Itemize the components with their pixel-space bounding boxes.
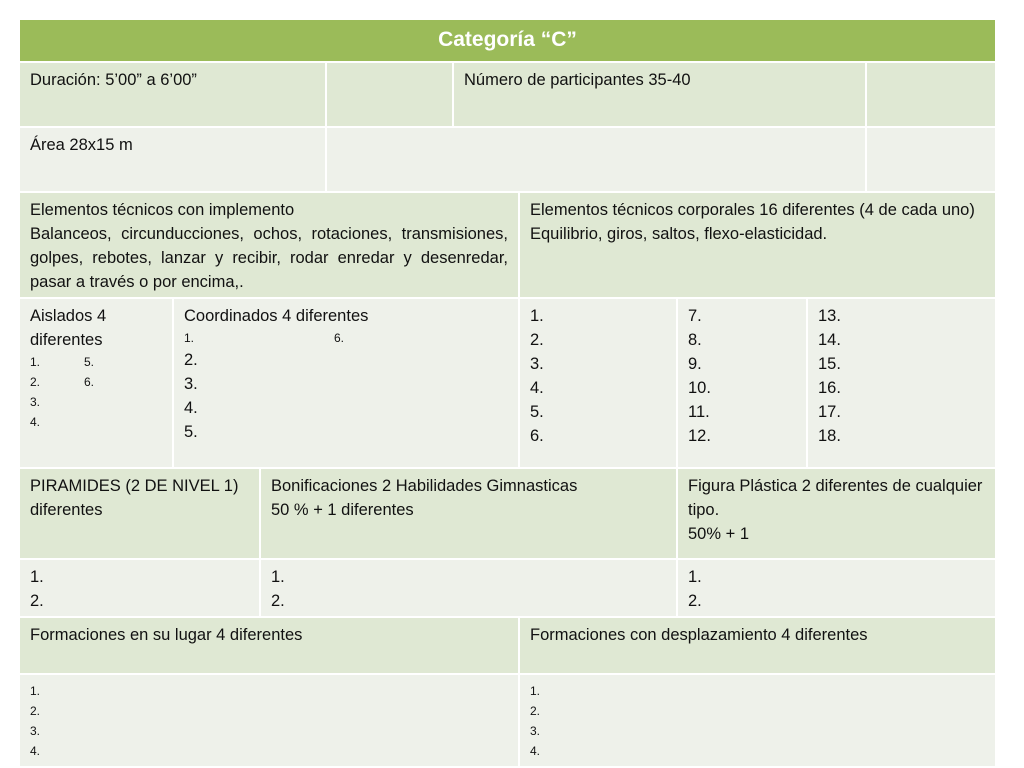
bonificaciones-subheading: 50 % + 1 diferentes xyxy=(271,501,414,519)
corporales-col1 xyxy=(520,299,678,469)
list-item: 3. xyxy=(30,395,41,409)
participantes-cell: Número de participantes 35-40 xyxy=(454,63,867,128)
formaciones-lugar-items xyxy=(20,675,520,768)
list-item: 3. xyxy=(184,375,198,393)
formaciones-desp-items xyxy=(520,675,997,768)
bonificaciones-list xyxy=(271,565,666,613)
implemento-body: Balanceos, circunducciones, ochos, rotaciones, transmisiones, golpes, rebotes, lanzar y recibir, rodar enredar y desenredar, pasar a través o por encima,. xyxy=(30,225,508,291)
list-item: 16. xyxy=(818,379,841,397)
list-item: 2. xyxy=(271,592,285,610)
list-item: 4. xyxy=(30,744,41,758)
list-item: 18. xyxy=(818,427,841,445)
piramides-heading: PIRAMIDES (2 DE NIVEL 1) xyxy=(30,477,239,495)
list-item: 14. xyxy=(818,331,841,349)
piramides-subheading: diferentes xyxy=(30,501,103,519)
list-item: 2. 6. xyxy=(30,375,95,389)
aislados-heading: Aislados 4 diferentes xyxy=(30,307,107,349)
list-item: 5. xyxy=(530,403,544,421)
list-item: 2. xyxy=(30,592,44,610)
list-item: 3. xyxy=(530,355,544,373)
list-item: 3. xyxy=(530,724,541,738)
list-item: 12. xyxy=(688,427,711,445)
coordinados-first-row xyxy=(184,328,508,348)
list-item: 6. xyxy=(530,427,544,445)
corporales-col3 xyxy=(808,299,997,469)
figura-cell xyxy=(678,469,997,560)
piramides-list xyxy=(30,565,249,613)
empty-cell xyxy=(867,63,997,128)
corporales-list-2 xyxy=(688,304,796,448)
list-item: 17. xyxy=(818,403,841,421)
list-item: 8. xyxy=(688,331,702,349)
bonificaciones-items xyxy=(261,560,678,618)
figura-subheading: 50% + 1 xyxy=(688,525,750,543)
formaciones-desp-heading: Formaciones con desplazamiento 4 diferentes xyxy=(520,618,997,675)
list-item: 2. xyxy=(30,704,41,718)
figura-heading: Figura Plástica 2 diferentes de cualquier tipo. xyxy=(688,477,983,519)
formaciones-lugar-heading: Formaciones en su lugar 4 diferentes xyxy=(20,618,520,675)
list-item: 13. xyxy=(818,307,841,325)
list-item: 5. xyxy=(184,423,198,441)
corporales-heading: Elementos técnicos corporales 16 diferentes (4 de cada uno) xyxy=(530,201,975,219)
list-item: 1. 6. xyxy=(184,331,345,345)
formaciones-lugar-list xyxy=(30,681,508,761)
list-item: 2. xyxy=(530,704,541,718)
list-item: 1. xyxy=(271,568,285,586)
list-item: 4. xyxy=(530,744,541,758)
piramides-items xyxy=(20,560,261,618)
list-item: 2. xyxy=(530,331,544,349)
empty-cell xyxy=(327,128,867,193)
formaciones-desp-list xyxy=(530,681,985,761)
coordinados-list xyxy=(184,348,508,444)
list-item: 1. xyxy=(30,684,41,698)
list-item: 4. xyxy=(184,399,198,417)
list-item: 4. xyxy=(530,379,544,397)
corporales-col2 xyxy=(678,299,808,469)
aislados-list xyxy=(30,352,162,432)
figura-list xyxy=(688,565,985,613)
implemento-heading: Elementos técnicos con implemento xyxy=(30,201,295,219)
list-item: 1. xyxy=(688,568,702,586)
coordinados-heading: Coordinados 4 diferentes xyxy=(184,307,369,325)
list-item: 1. xyxy=(30,568,44,586)
table-title: Categoría “C” xyxy=(20,20,997,63)
list-item: 1. 5. xyxy=(30,355,95,369)
list-item: 2. xyxy=(184,351,198,369)
list-item: 1. xyxy=(530,684,541,698)
duracion-cell: Duración: 5’00” a 6’00” xyxy=(20,63,327,128)
list-item: 10. xyxy=(688,379,711,397)
list-item: 2. xyxy=(688,592,702,610)
list-item: 7. xyxy=(688,307,702,325)
corporales-body: Equilibrio, giros, saltos, flexo-elasticidad. xyxy=(530,225,828,243)
list-item: 15. xyxy=(818,355,841,373)
list-item: 4. xyxy=(30,415,41,429)
corporales-cell xyxy=(520,193,997,299)
list-item: 11. xyxy=(688,403,710,421)
piramides-cell xyxy=(20,469,261,560)
bonificaciones-cell xyxy=(261,469,678,560)
coordinados-cell xyxy=(174,299,520,469)
list-item: 3. xyxy=(30,724,41,738)
corporales-list-1 xyxy=(530,304,666,448)
implemento-cell xyxy=(20,193,520,299)
aislados-cell xyxy=(20,299,174,469)
empty-cell xyxy=(867,128,997,193)
area-cell: Área 28x15 m xyxy=(20,128,327,193)
list-item: 9. xyxy=(688,355,702,373)
figura-items xyxy=(678,560,997,618)
empty-cell xyxy=(327,63,454,128)
list-item: 1. xyxy=(530,307,544,325)
bonificaciones-heading: Bonificaciones 2 Habilidades Gimnasticas xyxy=(271,477,578,495)
corporales-list-3 xyxy=(818,304,985,448)
